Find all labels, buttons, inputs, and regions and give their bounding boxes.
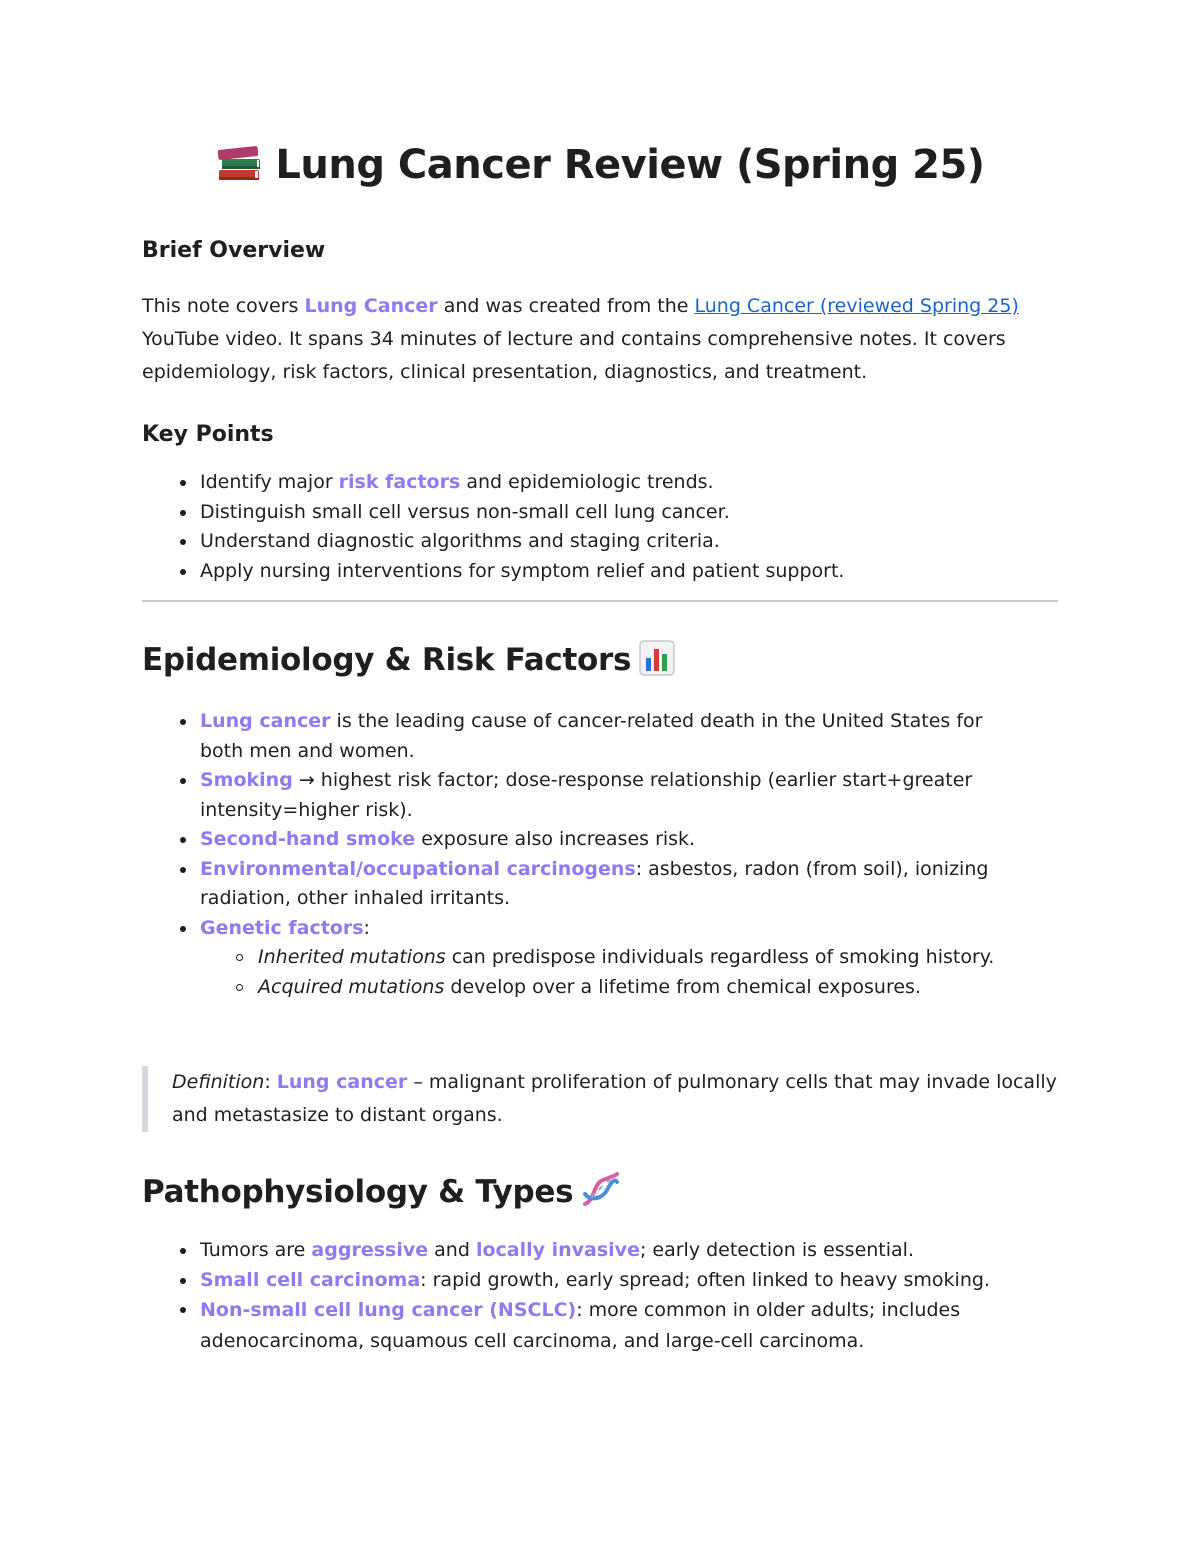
list-item [200,973,1022,1003]
list-item [142,1236,1022,1266]
list-item-text: and [428,1239,476,1261]
highlight-lung-cancer: Lung cancer [276,1071,408,1093]
list-item [142,825,1022,855]
key-points-list [142,468,1022,586]
list-item-text: is the leading cause of cancer-related death in the United States for both men and women. [200,710,983,762]
definition-label: Definition [172,1071,265,1093]
pathophysiology-heading-text: Pathophysiology & Types [142,1174,574,1210]
list-item [142,855,1022,914]
overview-text-3: YouTube video. It spans 34 minutes of lecture and contains comprehensive notes. It covers epidemiology, risk factors, clinical presentation, diagnostics, and treatment. [142,328,1006,383]
list-item [142,766,1022,825]
highlight-second-hand-smoke: Second-hand smoke [200,828,416,850]
list-item-text: : more common in older adults; includes adenocarcinoma, squamous cell carcinoma, and large-cell carcinoma. [200,1299,961,1352]
dna-emoji-icon [581,1172,621,1216]
highlight-lung-cancer: Lung Cancer [304,295,438,317]
overview-text-1: This note covers [142,295,305,317]
youtube-video-link[interactable]: Lung Cancer (reviewed Spring 25) [694,295,1019,317]
list-item [142,498,1022,528]
epidemiology-heading-text: Epidemiology & Risk Factors [142,642,632,678]
definition-text: – malignant proliferation of pulmonary cells that may invade locally and metastasize to distant organs. [172,1071,1057,1126]
genetic-factors-sublist [200,943,1022,1002]
list-item [142,468,1022,498]
key-points-heading: Key Points [142,422,274,447]
highlight-lung-cancer: Lung cancer [200,710,331,732]
page-title-text: Lung Cancer Review (Spring 25) [275,142,985,188]
list-item [142,914,1022,1003]
highlight-genetic-factors: Genetic factors [200,916,364,939]
list-item [142,1295,1022,1357]
highlight-small-cell-carcinoma: Small cell carcinoma [200,1268,421,1291]
highlight-nsclc: Non-small cell lung cancer (NSCLC) [200,1299,577,1321]
pathophysiology-list [142,1236,1022,1357]
list-item [142,557,1022,587]
list-item-text: ; early detection is essential. [639,1239,914,1261]
list-item-text: : [363,916,370,939]
definition-colon: : [264,1071,277,1093]
list-item-text: : asbestos, radon (from soil), ionizing radiation, other inhaled irritants. [200,857,989,909]
list-item [142,1266,1022,1296]
highlight-smoking: Smoking [200,769,293,791]
key-point-text: Understand diagnostic algorithms and staging criteria. [200,530,720,552]
books-emoji-icon [215,140,265,184]
key-point-text: Identify major [200,471,339,493]
italic-term: Inherited mutations [258,946,446,968]
epidemiology-heading [142,640,675,684]
list-item [142,527,1022,557]
list-item [200,943,1022,973]
key-point-text: Apply nursing interventions for symptom relief and patient support. [200,559,845,582]
highlight-aggressive: aggressive [311,1239,429,1261]
list-item-text: : rapid growth, early spread; often linked to heavy smoking. [420,1268,990,1291]
highlight-carcinogens: Environmental/occupational carcinogens [200,857,636,880]
key-point-text: Distinguish small cell versus non-small cell lung cancer. [200,500,730,523]
overview-paragraph [142,290,1042,389]
list-item-text: Tumors are [200,1239,312,1261]
page-title [0,140,1200,188]
list-item-text: can predispose individuals regardless of smoking history. [445,946,995,968]
epidemiology-list [142,707,1022,1002]
highlight-risk-factors: risk factors [338,471,461,493]
key-point-text: and epidemiologic trends. [460,471,714,493]
list-item-text: exposure also increases risk. [415,828,696,850]
overview-heading: Brief Overview [142,238,326,263]
italic-term: Acquired mutations [258,975,445,998]
highlight-locally-invasive: locally invasive [475,1239,640,1261]
horizontal-divider [142,600,1058,602]
bar-chart-emoji-icon [639,640,675,684]
list-item [142,707,1022,766]
list-item-text: → highest risk factor; dose-response relationship (earlier start+greater intensity=higher risk). [200,769,973,821]
definition-blockquote [142,1066,1072,1132]
overview-text-2: and was created from the [437,295,695,317]
pathophysiology-heading [142,1172,621,1216]
list-item-text: develop over a lifetime from chemical exposures. [444,975,921,998]
